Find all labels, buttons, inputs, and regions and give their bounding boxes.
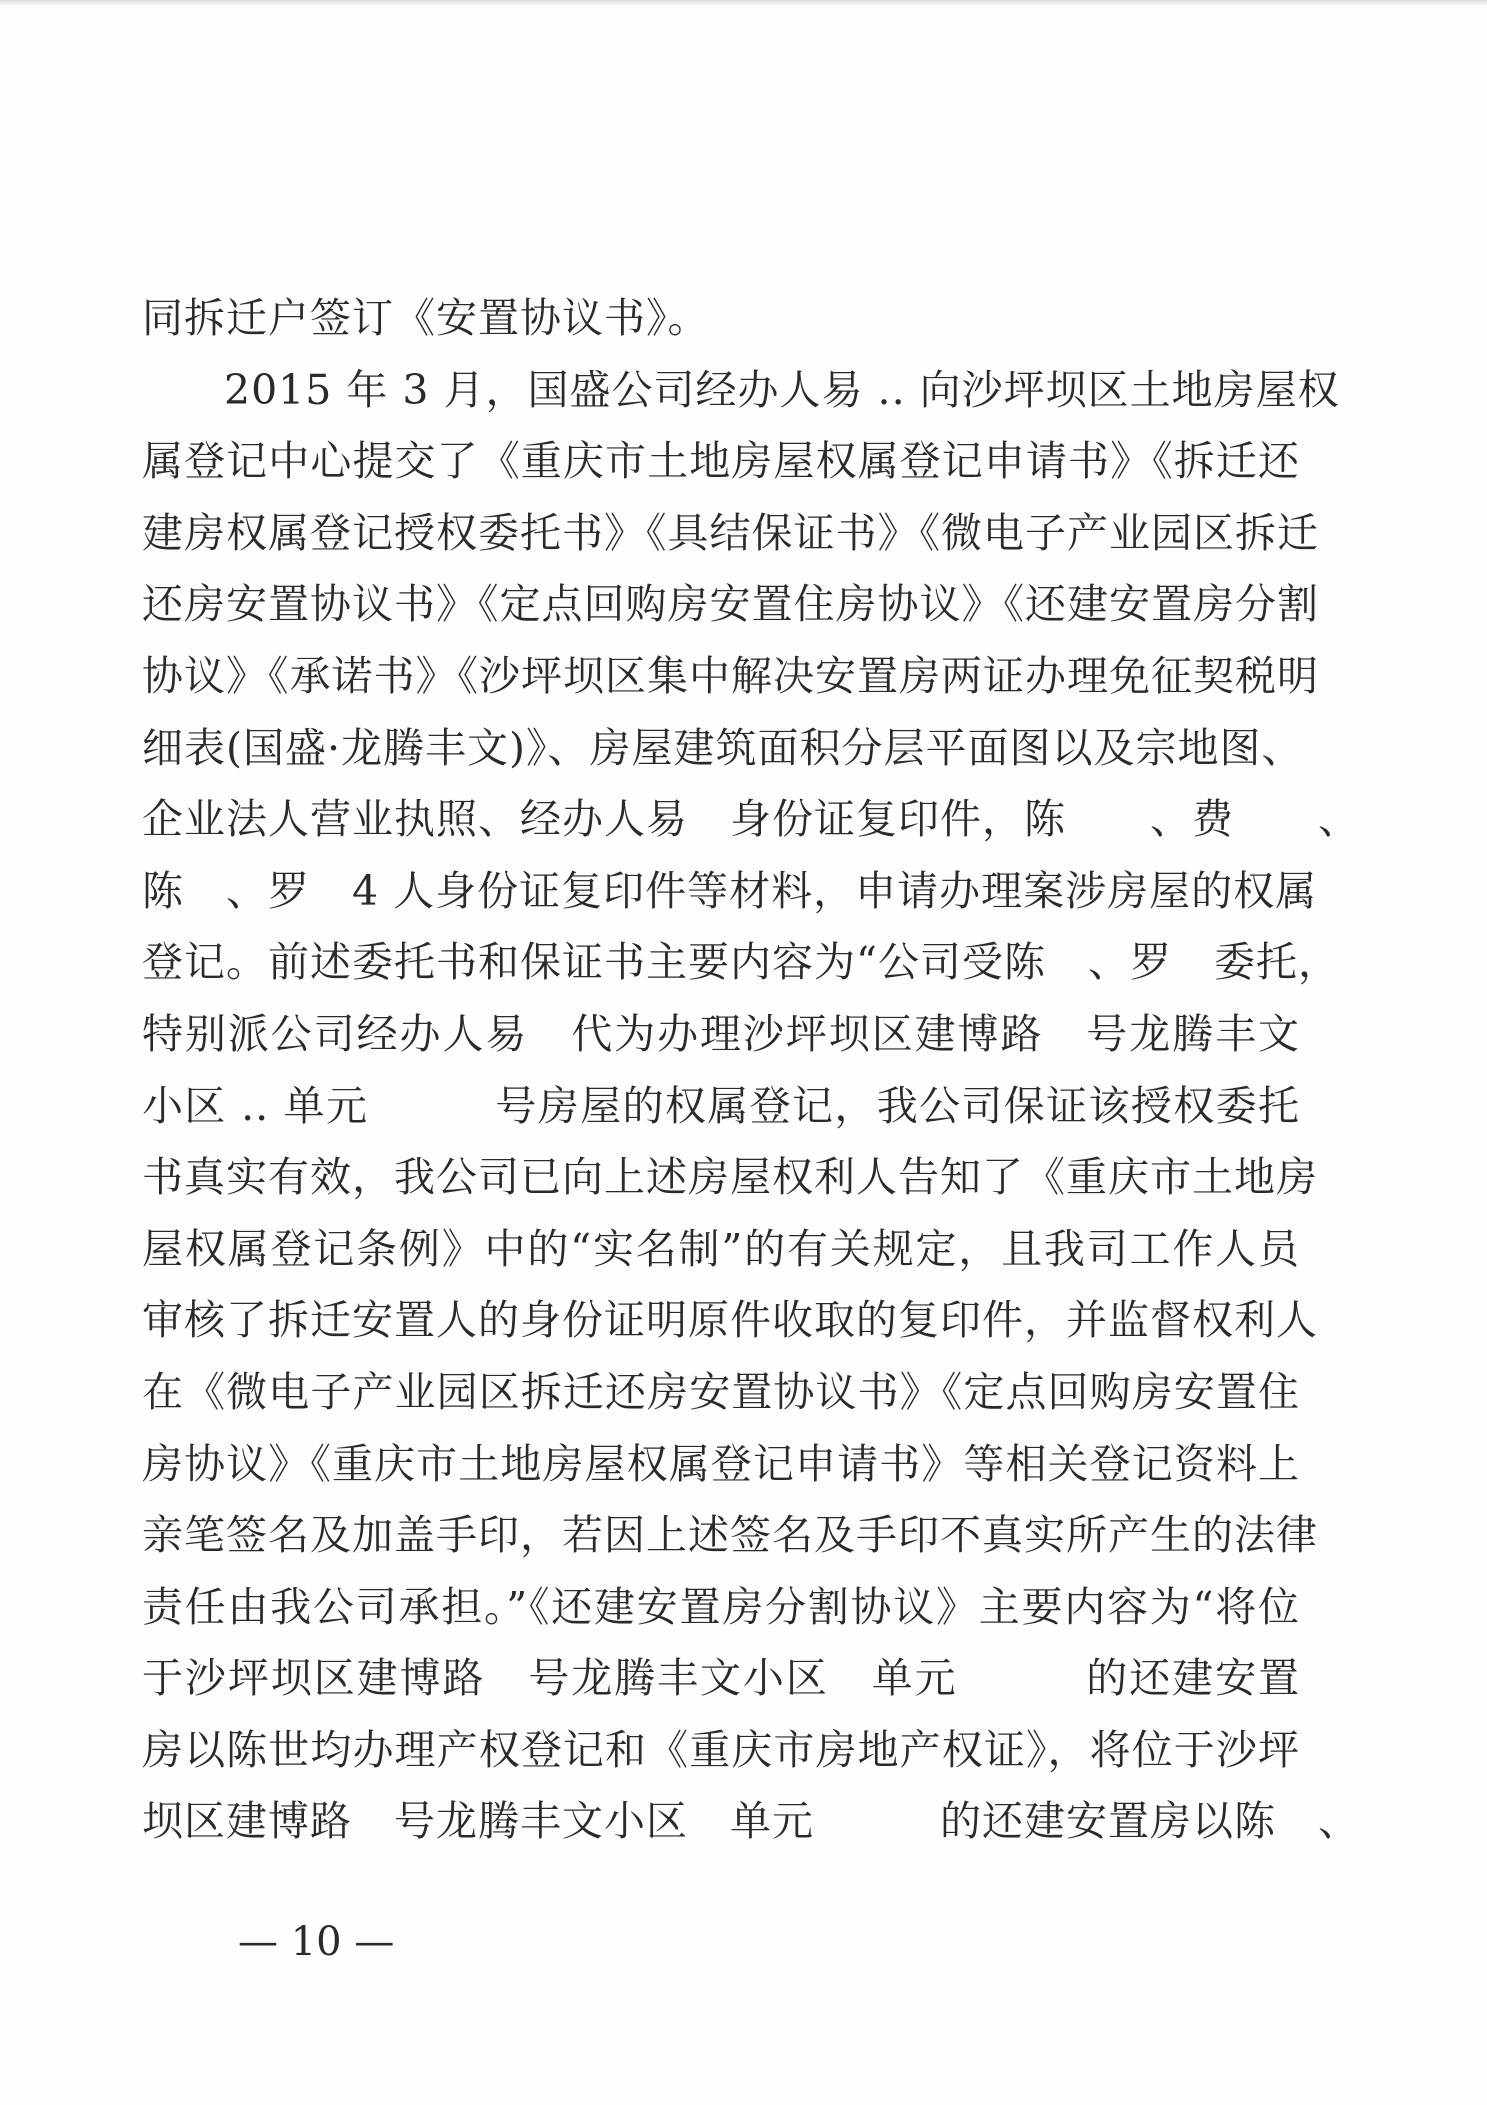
page-number: — 10 — — [238, 1919, 395, 1965]
text-line: 登记。前述委托书和保证书主要内容为“公司受陈 、罗 委托， — [142, 938, 1340, 987]
text-line: 建房权属登记授权委托书》《具结保证书》《微电子产业园区拆迁 — [142, 508, 1319, 557]
text-line: 于沙坪坝区建博路 号龙腾丰文小区 单元 的还建安置 — [142, 1654, 1300, 1703]
text-line: 在《微电子产业园区拆迁还房安置协议书》《定点回购房安置住 — [142, 1367, 1300, 1416]
text-line: 审核了拆迁安置人的身份证明原件收取的复印件，并监督权利人 — [142, 1296, 1318, 1345]
text-line: 还房安置协议书》《定点回购房安置住房协议》《还建安置房分割 — [142, 580, 1319, 629]
text-line: 属登记中心提交了《重庆市土地房屋权属登记申请书》《拆迁还 — [142, 437, 1300, 486]
text-line: 屋权属登记条例》中的“实名制”的有关规定，且我司工作人员 — [142, 1224, 1300, 1273]
text-line: 企业法人营业执照、经办人易 身份证复印件，陈 、费 、 — [142, 795, 1360, 844]
text-line: 2015 年 3 月，国盛公司经办人易 .. 向沙坪坝区土地房屋权 — [224, 365, 1340, 414]
text-line: 同拆迁户签订《安置协议书》。 — [142, 294, 710, 342]
text-line: 坝区建博路 号龙腾丰文小区 单元 的还建安置房以陈 、 — [142, 1797, 1360, 1846]
body-text — [142, 283, 1360, 1858]
text-line: 特别派公司经办人易 代为办理沙坪坝区建博路 号龙腾丰文 — [142, 1009, 1300, 1058]
text-line: 陈 、罗 4 人身份证复印件等材料，申请办理案涉房屋的权属 — [142, 866, 1318, 915]
text-line: 协议》《承诺书》《沙坪坝区集中解决安置房两证办理免征契税明 — [142, 651, 1319, 700]
text-line: 房以陈世均办理产权登记和《重庆市房地产权证》，将位于沙坪 — [142, 1725, 1300, 1774]
text-line: 亲笔签名及加盖手印，若因上述签名及手印不真实所产生的法律 — [142, 1511, 1318, 1560]
text-line: 责任由我公司承担。”《还建安置房分割协议》主要内容为“将位 — [142, 1582, 1300, 1631]
text-line: 小区 .. 单元 号房屋的权属登记，我公司保证该授权委托 — [142, 1081, 1300, 1130]
text-line: 房协议》《重庆市土地房屋权属登记申请书》等相关登记资料上 — [142, 1439, 1300, 1488]
text-line: 书真实有效，我公司已向上述房屋权利人告知了《重庆市土地房 — [142, 1153, 1318, 1202]
text-line: 细表(国盛·龙腾丰文)》、房屋建筑面积分层平面图以及宗地图、 — [142, 723, 1304, 772]
scan-top-edge — [0, 0, 1487, 6]
